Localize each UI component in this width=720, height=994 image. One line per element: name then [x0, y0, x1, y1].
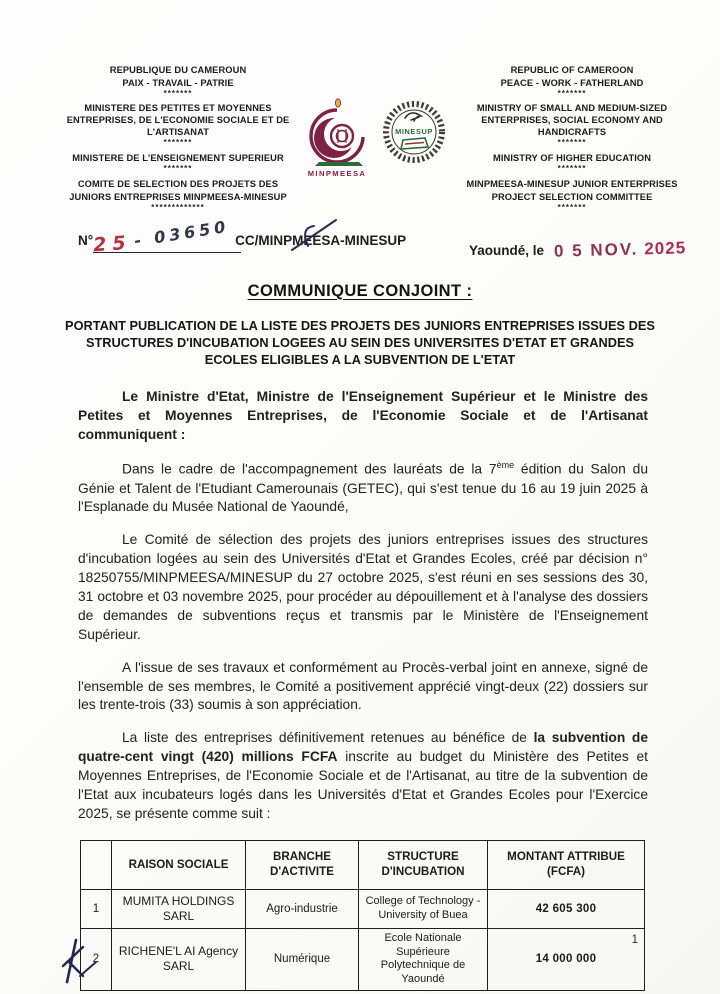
minpmeesa-logo [301, 96, 373, 178]
row-raison: RICHENE'L AI Agency SARL [112, 928, 246, 990]
motto-fr: PAIX - TRAVAIL - PATRIE [122, 78, 234, 89]
row-montant: 42 605 300 [488, 889, 645, 928]
results-table [80, 840, 645, 991]
signature-paraph-bottom-icon [52, 934, 104, 986]
reference-number [78, 216, 407, 256]
ministry-higher-ed-en: MINISTRY OF HIGHER EDUCATION [492, 153, 652, 164]
row-branche: Numérique [246, 928, 359, 990]
republic-en: REPUBLIC OF CAMEROON [510, 65, 634, 75]
separator: ******* [557, 138, 587, 148]
date-stamp-year: 2025 [643, 237, 687, 258]
republic-fr: REPUBLIQUE DU CAMEROUN [109, 65, 247, 75]
date-stamp-day: 0 5 NOV. [553, 239, 639, 261]
reference-suffix: CC/MINPMEESA-MINESUP [235, 232, 407, 248]
signature-paraph-icon [286, 214, 344, 254]
separator: ******* [557, 89, 587, 99]
paragraph-committee: Le Comité de sélection des projets des juniors entreprises issues des structures d'incubation logées au sein des Universités d'Etat et Grandes Ecoles, créé par décision n° 18250755/MINPMEESA/MINESUP du 27 octobre 2025, s'est réuni en ses sessions des 30, 31 octobre et 03 novembre 2025, pour procéder au dépouillement et à l'analyse des dossiers de demandes de subventions reçus et transmis par le Ministère de l'Enseignement Supérieur. [78, 532, 648, 642]
document-subtitle: PORTANT PUBLICATION DE LA LISTE DES PROJETS DES JUNIORS ENTREPRISES ISSUES DES STRUCTURES D'INCUBATION LOGEES AU SEIN DES UNIVERSITES D'ETAT ET GRANDES ECOLES ELIGIBLES A LA SUBVENTION DE L'ETAT [65, 317, 655, 368]
separator: ******* [557, 202, 587, 212]
separator: ******* [163, 89, 193, 99]
paragraph-subvention-text: La liste des entreprises définitivement retenues au bénéfice de [122, 730, 534, 746]
reference-handwritten-zone [92, 216, 241, 256]
paragraph-subvention-text: inscrite au budget du Ministère des Petites et Moyennes Entreprises, de l'Economie Sociale et de l'Artisanat, au titre de la subvention de l'Etat aux incubateurs logés dans les Universités d'Etat et Grandes Ecoles pour l'Exercice 2025, se présente comme suit : [78, 749, 648, 821]
document-title: COMMUNIQUE CONJOINT : [247, 281, 473, 300]
minpmeesa-logo-label: MINPMEESA [307, 169, 367, 178]
page-number: 1 [631, 934, 638, 946]
results-table-wrap [0, 838, 720, 991]
table-header-row [81, 840, 645, 889]
ministry-higher-ed-fr: MINISTERE DE L'ENSEIGNEMENT SUPERIEUR [72, 153, 284, 164]
letterhead [0, 0, 720, 216]
row-num: 1 [81, 889, 112, 928]
row-structure: College of Technology - University of Buea [359, 889, 488, 928]
reference-handwritten-dark: - 03650 [133, 216, 231, 251]
reference-prefix: N° [78, 232, 94, 248]
subvention-amount: la subvention de quatre-cent vingt (420) millions FCFA [78, 730, 648, 765]
document-body [0, 368, 720, 823]
ordinal-superscript: ème [496, 460, 515, 471]
col-header-montant: MONTANT ATTRIBUE (FCFA) [488, 840, 645, 889]
dateline [469, 230, 686, 260]
row-branche: Agro-industrie [246, 889, 359, 928]
paragraph-context [78, 459, 648, 517]
paragraph-subvention [78, 729, 648, 823]
ministry-sme-en: MINISTRY OF SMALL AND MEDIUM-SIZED ENTERPRISES, SOCIAL ECONOMY AND HANDICRAFTS [476, 103, 668, 138]
col-header-branche: BRANCHE D'ACTIVITE [246, 840, 359, 889]
separator: ******* [163, 138, 193, 148]
letterhead-english [452, 64, 692, 216]
committee-fr: COMITE DE SELECTION DES PROJETS DES JUNIORS ENTREPRISES MINPMEESA-MINESUP [69, 179, 287, 202]
col-header-raison: RAISON SOCIALE [112, 840, 246, 889]
paragraph-intro: Le Ministre d'Etat, Ministre de l'Enseignement Supérieur et le Ministre des Petites et Moyennes Entreprises, de l'Economie Sociale et de l'Artisanat communiquent : [78, 389, 648, 443]
table-row [81, 889, 645, 928]
separator: ******* [557, 164, 587, 174]
row-raison: MUMITA HOLDINGS SARL [112, 889, 246, 928]
row-num: 2 [81, 928, 112, 990]
reference-handwritten-red: 25 [92, 231, 133, 256]
separator: ******* [163, 164, 193, 174]
minesup-logo [381, 98, 447, 168]
paragraph-context-text: édition du Salon du Génie et Talent de l'Etudiant Camerounais (GETEC), qui s'est tenue du 16 au 19 juin 2025 à l'Esplanade du Musée National de Yaoundé, [78, 461, 648, 515]
row-structure: Ecole Nationale Supérieure Polytechnique de Yaoundé [359, 928, 488, 990]
minesup-logo-label: MINESUP [395, 127, 433, 136]
paragraph-context-text: Dans le cadre de l'accompagnement des lauréats de la 7 [122, 461, 497, 477]
row-montant: 14 000 000 [488, 928, 645, 990]
col-header-num [81, 840, 112, 889]
paragraph-results: A l'issue de ses travaux et conformément au Procès-verbal joint en annexe, signé de l'ensemble de ses membres, le Comité a positivement apprécié vingt-deux (22) dossiers sur les trente-trois (33) soumis à son appréciation. [78, 659, 648, 713]
letterhead-french [60, 64, 296, 216]
reference-date-row [0, 216, 720, 260]
date-stamp [554, 238, 687, 261]
motto-en: PEACE - WORK - FATHERLAND [500, 78, 644, 89]
dateline-place: Yaoundé, le [469, 242, 545, 258]
table-row [81, 928, 645, 990]
col-header-structure: STRUCTURE D'INCUBATION [359, 840, 488, 889]
committee-en: MINPMEESA-MINESUP JUNIOR ENTERPRISES PROJECT SELECTION COMMITTEE [466, 179, 678, 202]
logos [296, 64, 452, 216]
ministry-sme-fr: MINISTERE DES PETITES ET MOYENNES ENTREPRISES, DE L'ECONOMIE SOCIALE ET DE L'ARTISANAT [66, 103, 290, 138]
separator: ************* [151, 202, 205, 212]
